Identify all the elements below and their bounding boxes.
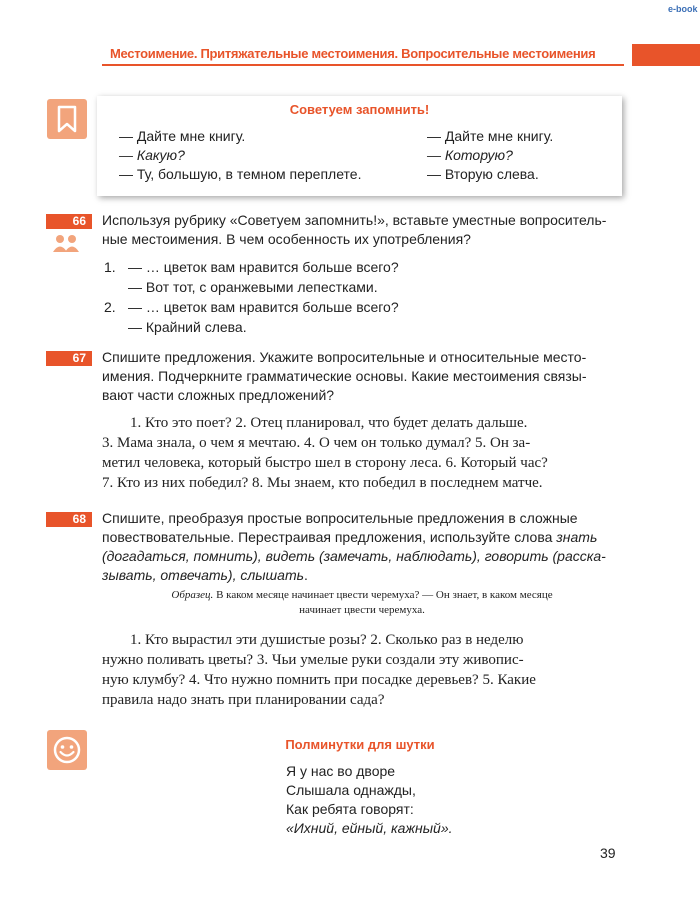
task-line: (догадаться, помнить), видеть (замечать, наблюдать), говорить (расска-: [102, 548, 606, 564]
text-line: метил человека, который быстро шел в сторону леса. 6. Который час?: [102, 455, 548, 471]
remember-dialog-left: [119, 127, 361, 184]
smile-icon: [47, 730, 87, 770]
header-tab: [632, 44, 700, 66]
list-item: — Крайний слева.: [128, 319, 247, 335]
poem-line: «Ихний, ейный, кажный».: [286, 820, 453, 836]
poem-line: Как ребята говорят:: [286, 801, 414, 817]
list-item: — Вот тот, с оранжевыми лепестками.: [128, 279, 378, 295]
exercise-text: [102, 413, 548, 493]
exercise-dialog: [104, 257, 399, 337]
exercise-task: [102, 348, 622, 405]
exercise-task: [102, 211, 622, 249]
dialog-line: — Дайте мне книгу.: [427, 128, 554, 144]
poem-line: Я у нас во дворе: [286, 763, 396, 779]
list-item: 2. — … цветок вам нравится больше всего?: [104, 299, 399, 315]
task-line: имения. Подчеркните грамматические основы. Какие местоимения связы-: [102, 368, 587, 384]
text-line: 3. Мама знала, о чем я мечтаю. 4. О чем он только думал? 5. Он за-: [102, 435, 531, 451]
pair-work-icon: [52, 234, 80, 257]
poem: [286, 762, 453, 838]
task-line: вают части сложных предложений?: [102, 387, 335, 403]
dialog-line: — Вторую слева.: [427, 166, 539, 182]
bookmark-icon: [47, 99, 87, 139]
dialog-line: — Которую?: [427, 147, 513, 163]
text-line: ную клумбу? 4. Что нужно помнить при посадке деревьев? 5. Какие: [102, 672, 536, 688]
list-item: 1. — … цветок вам нравится больше всего?: [104, 259, 399, 275]
task-line: зывать, отвечать), слышать.: [102, 567, 308, 583]
text-line: нужно поливать цветы? 3. Чьи умелые руки создали эту живопис-: [102, 652, 524, 668]
chapter-header: [102, 44, 624, 66]
task-line: ные местоимения. В чем особенность их употребления?: [102, 231, 471, 247]
joke-title: Полминутки для шутки: [285, 737, 435, 752]
dialog-line: — Какую?: [119, 147, 185, 163]
exercise-number: 67: [46, 351, 92, 366]
remember-box: [97, 96, 622, 196]
poem-line: Слышала однажды,: [286, 782, 416, 798]
page-number: 39: [600, 845, 616, 861]
task-line: Спишите, преобразуя простые вопросительные предложения в сложные: [102, 510, 578, 526]
task-line: повествовательные. Перестраивая предложения, используйте слова знать: [102, 529, 598, 545]
publisher-logo: e-book: [668, 4, 698, 14]
exercise-task: [102, 509, 622, 585]
text-line: 7. Кто из них победил? 8. Мы знаем, кто победил в последнем матче.: [102, 475, 543, 491]
task-line: Используя рубрику «Советуем запомнить!», вставьте уместные вопроситель-: [102, 212, 607, 228]
text-line: правила надо знать при планировании сада?: [102, 692, 385, 708]
exercise-number: 66: [46, 214, 92, 229]
exercise-text: [102, 630, 536, 710]
dialog-line: — Ту, большую, в темном переплете.: [119, 166, 362, 182]
dialog-line: — Дайте мне книгу.: [119, 128, 246, 144]
task-line: Спишите предложения. Укажите вопросительные и относительные место-: [102, 349, 587, 365]
sample-block: [102, 588, 622, 618]
chapter-title: Местоимение. Притяжательные местоимения. Вопросительные местоимения: [110, 46, 596, 61]
text-line: 1. Кто это поет? 2. Отец планировал, что будет делать дальше.: [130, 415, 528, 431]
exercise-number: 68: [46, 512, 92, 527]
remember-title: Советуем запомнить!: [289, 102, 430, 117]
remember-dialog-right: [427, 127, 553, 184]
sample-line: Образец. В каком месяце начинает цвести черемуха? — Он знает, в каком месяце: [171, 589, 553, 601]
sample-line: начинает цвести черемуха.: [299, 604, 425, 616]
text-line: 1. Кто вырастил эти душистые розы? 2. Сколько раз в неделю: [130, 632, 524, 648]
